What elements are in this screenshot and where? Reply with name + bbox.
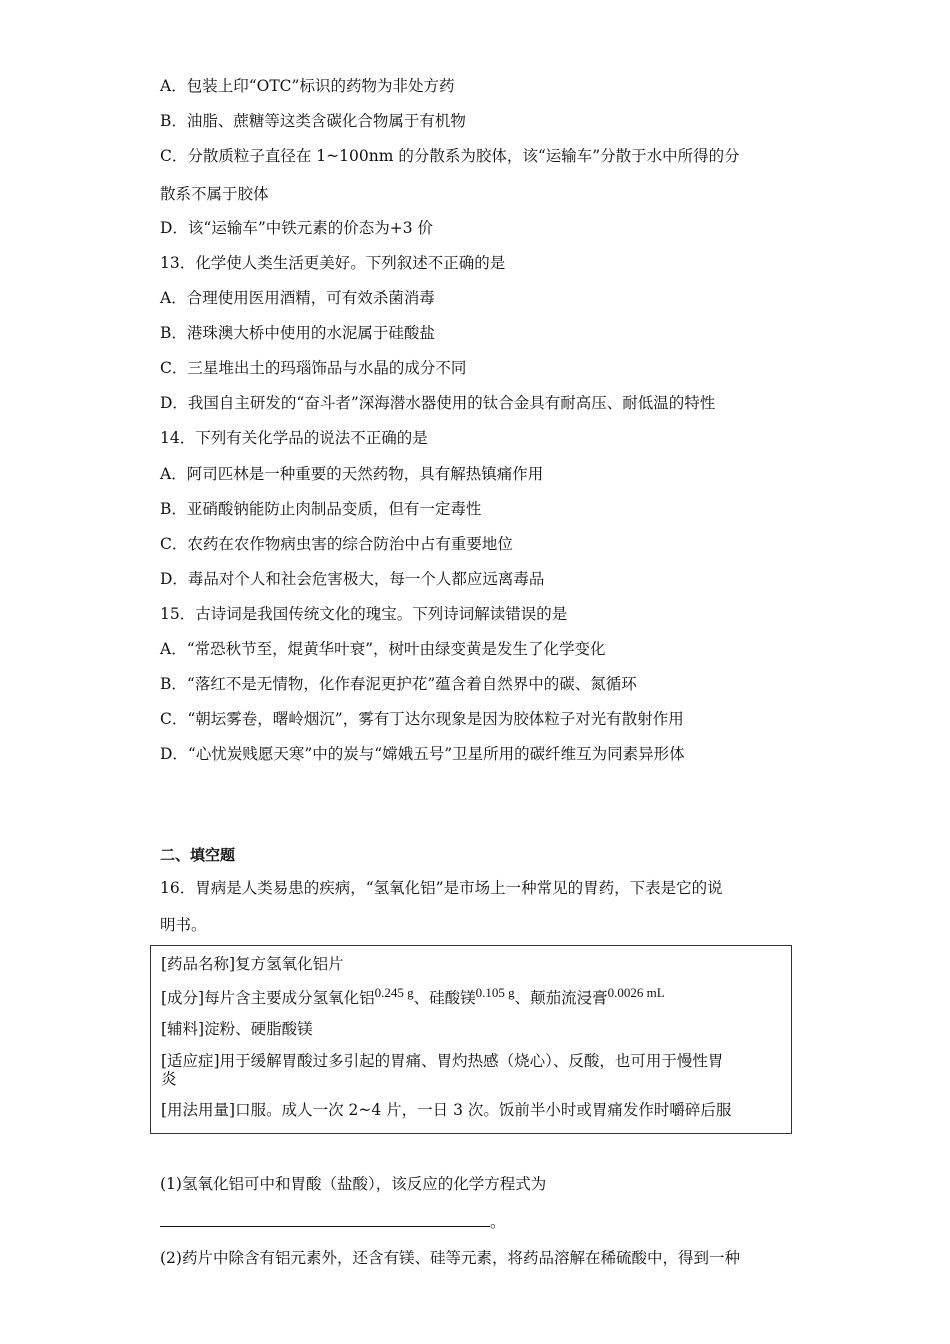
drug-info-box [150, 945, 792, 1134]
q12-option-d: D．该“运输车”中铁元素的价态为+3 价 [160, 219, 434, 237]
composition-value-3: 0.0026 mL [607, 985, 665, 1000]
q15-option-d: D．“心忧炭贱愿天寒”中的炭与“嫦娥五号”卫星所用的碳纤维互为同素异形体 [160, 745, 685, 763]
answer-period: 。 [490, 1213, 506, 1231]
drug-indication: [适应症]用于缓解胃酸过多引起的胃痛、胃灼热感（烧心）、反酸，也可用于慢性胃 [161, 1052, 724, 1070]
q13-option-b: B．港珠澳大桥中使用的水泥属于硅酸盐 [160, 324, 435, 342]
q14-option-c: C．农药在农作物病虫害的综合防治中占有重要地位 [160, 535, 513, 553]
composition-mid-2: 、颠茄流浸膏 [514, 989, 608, 1007]
q16-stem: 16．胃病是人类易患的疾病，“氢氧化铝”是市场上一种常见的胃药，下表是它的说 [160, 879, 723, 897]
drug-composition [161, 985, 781, 1008]
q14-option-a: A．阿司匹林是一种重要的天然药物，具有解热镇痛作用 [160, 465, 544, 483]
q13-option-c: C．三星堆出土的玛瑙饰品与水晶的成分不同 [160, 359, 467, 377]
q16-stem-cont: 明书。 [160, 916, 207, 934]
drug-indication-cont: 炎 [161, 1070, 177, 1088]
q12-option-c-cont: 散系不属于胶体 [160, 185, 269, 203]
drug-excipient: [辅料]淀粉、硬脂酸镁 [161, 1020, 313, 1038]
answer-blank[interactable] [160, 1212, 490, 1227]
q16-part2: (2)药片中除含有铝元素外，还含有镁、硅等元素，将药品溶解在稀硫酸中，得到一种 [160, 1249, 740, 1267]
q12-option-c: C．分散质粒子直径在 1~100nm 的分散系为胶体，该“运输车”分散于水中所得的分 [160, 147, 740, 165]
q13-option-a: A．合理使用医用酒精，可有效杀菌消毒 [160, 289, 435, 307]
q15-option-b: B．“落红不是无情物，化作春泥更护花”蕴含着自然界中的碳、氮循环 [160, 675, 637, 693]
section-title: 二、填空题 [160, 846, 236, 864]
q15-stem: 15．古诗词是我国传统文化的瑰宝。下列诗词解读错误的是 [160, 605, 568, 623]
q12-option-b: B．油脂、蔗糖等这类含碳化合物属于有机物 [160, 112, 466, 130]
drug-usage: [用法用量]口服。成人一次 2~4 片，一日 3 次。饭前半小时或胃痛发作时嚼碎后服 [161, 1101, 732, 1119]
composition-prefix: [成分]每片含主要成分氢氧化铝 [161, 989, 375, 1007]
q15-option-a: A．“常恐秋节至，焜黄华叶衰”，树叶由绿变黄是发生了化学变化 [160, 640, 606, 658]
q14-option-b: B．亚硝酸钠能防止肉制品变质，但有一定毒性 [160, 500, 482, 518]
q14-option-d: D．毒品对个人和社会危害极大，每一个人都应远离毒品 [160, 570, 545, 588]
q13-stem: 13．化学使人类生活更美好。下列叙述不正确的是 [160, 254, 506, 272]
q14-stem: 14．下列有关化学品的说法不正确的是 [160, 429, 428, 447]
q12-option-a: A．包装上印“OTC”标识的药物为非处方药 [160, 77, 455, 95]
q15-option-c: C．“朝坛雾卷，曙岭烟沉”，雾有丁达尔现象是因为胶体粒子对光有散射作用 [160, 710, 684, 728]
q13-option-d: D．我国自主研发的“奋斗者”深海潜水器使用的钛合金具有耐高压、耐低温的特性 [160, 394, 716, 412]
drug-name: [药品名称]复方氢氧化铝片 [161, 955, 344, 973]
composition-value-2: 0.105 g [475, 985, 515, 1000]
composition-value-1: 0.245 g [374, 985, 414, 1000]
composition-mid-1: 、硅酸镁 [413, 989, 476, 1007]
q16-part1-answer [160, 1212, 506, 1232]
q16-part1: (1)氢氧化铝可中和胃酸（盐酸），该反应的化学方程式为 [160, 1175, 547, 1193]
